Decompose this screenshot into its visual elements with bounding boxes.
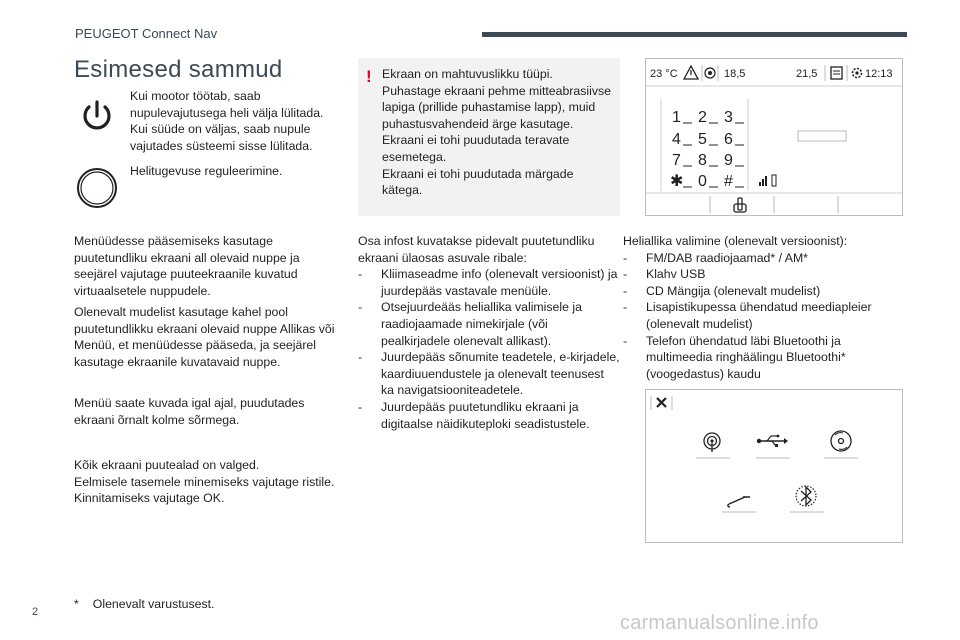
header-title: PEUGEOT Connect Nav [75,26,218,41]
warning-text [382,66,614,199]
warning-line: Ekraani ei tohi puudutada märgade kätega. [382,166,574,198]
paragraph-three-fingers: Menüü saate kuvada igal ajal, puudutades ekraani õrnalt kolme sõrmega. [74,396,305,427]
temp-left[interactable]: 23 °C [650,68,678,80]
list-item: - FM/DAB raadiojaamad* / AM* [623,250,808,265]
touchscreen-status-illustration [645,58,903,216]
power-description: Kui mootor töötab, saab nupulevajutusega heli välja lülitada. Kui süüde on väljas, saab nupule vajutades süsteemi sisse lülitada. [130,89,324,153]
volume-description: Helitugevuse reguleerimine. [130,164,283,178]
power-icon [75,94,119,138]
radio-icon[interactable] [704,433,720,452]
keypad-key[interactable]: # [724,173,733,190]
bluetooth-icon[interactable] [796,486,816,506]
footnote-text: Olenevalt varustusest. [92,597,215,611]
usb-icon[interactable] [757,435,788,447]
keypad-key[interactable]: ✱ [670,173,684,190]
temp-right[interactable]: 21,5 [796,68,818,80]
status-bar-intro: Osa infost kuvatakse pidevalt puutetundliku ekraani ülaosas asuvale ribale: [358,234,595,265]
list-item: - CD Mängija (olenevalt mudelist) [623,283,821,298]
list-item: - Lisapistikupessa ühendatud meediapleier (olenevalt mudelist) [623,300,872,331]
source-selection-illustration [645,389,903,543]
warning-line: Puhastage ekraani pehme mitteabrasiivse lapiga (prillide puhastamise lapp), muid puhastusvahendeid ärge kasutage. [382,83,611,131]
paragraph-menu-access: Menüüdesse pääsemiseks kasutage puutetundliku ekraani all olevaid nuppe ja seejärel vajutage puuteekraanile kuvatud virtuaalsetele nuppudele. [74,234,300,298]
page-number: 2 [32,606,39,618]
touch-hand-icon[interactable] [734,198,746,212]
close-icon[interactable] [657,398,666,407]
keypad[interactable] [670,109,733,190]
touch-areas-line: Kõik ekraani puutealad on valged. [74,458,260,472]
list-item: - Telefon ühendatud läbi Bluetoothi ja multimeedia ringhäälingu Bluetoothi* (voogedastus) kaudu [623,333,846,381]
display-field [798,131,846,141]
list-item: - Juurdepääs puutetundliku ekraani ja digitaalse näidikuteploki seadistustele. [358,399,590,431]
volume-knob-icon [75,166,119,210]
keypad-key[interactable]: 0 [698,173,707,190]
confirm-line: Kinnitamiseks vajutage OK. [74,491,225,506]
list-item: - Otsejuurdeääs heliallika valimisele ja raadiojaamade nimekirjale (või pealkirjadele olenevalt allikast). [358,300,582,348]
paragraph-touch-areas [74,457,344,507]
paragraph-source-menu: Olenevalt mudelist kasutage kahel pool puutetundlikku ekraani olevaid nuppe Allikas või Menüü, et menüüdesse pääseda, ja seejärel kasutage ekraanile kuvatavaid nuppe. [74,305,335,369]
footnote [74,596,214,613]
previous-level-line: Eelmisele tasemele minemiseks vajutage ristile. [74,474,335,489]
list-item: - Juurdepääs sõnumite teadetele, e-kirjadele, kaardiuuendustele ja olenevalt teenusest ka navigatsiooniteadetele. [358,350,620,398]
list-item: - Kliimaseadme info (olenevalt versioonist) ja juurdepääs vastavale menüüle. [358,267,618,298]
warning-icon: ! [366,67,372,86]
keypad-key[interactable]: 3 [724,109,733,126]
keypad-key[interactable]: 8 [698,152,707,169]
keypad-key[interactable]: 5 [698,131,707,148]
status-bar-description [358,233,620,432]
warning-line: Ekraani ei tohi puudutada teravate esemetega. [382,133,570,164]
warning-line: Ekraan on mahtuvuslikku tüüpi. [382,67,553,81]
source-selection-intro: Heliallika valimine (olenevalt versioonist): [623,234,848,248]
frequency-display[interactable]: 18,5 [724,68,746,80]
source-selection-description [623,233,903,382]
keypad-key[interactable]: 7 [672,152,681,169]
keypad-key[interactable]: 4 [672,131,681,148]
footnote-star: * [74,597,79,611]
keypad-key[interactable]: 6 [724,131,733,148]
keypad-key[interactable]: 9 [724,152,733,169]
aux-jack-icon[interactable] [728,497,750,507]
keypad-key[interactable]: 1 [672,109,681,126]
status-bar-list [358,266,620,432]
watermark: carmanualsonline.info [620,612,819,634]
page-title: Esimesed sammud [74,56,283,83]
header-bar [482,32,907,37]
cd-icon[interactable] [831,431,851,451]
clock-display: 12:13 [865,68,893,80]
signal-battery-icon [759,175,776,186]
source-list [623,250,903,383]
list-item: - Klahv USB [623,267,706,282]
keypad-key[interactable]: 2 [698,109,707,126]
